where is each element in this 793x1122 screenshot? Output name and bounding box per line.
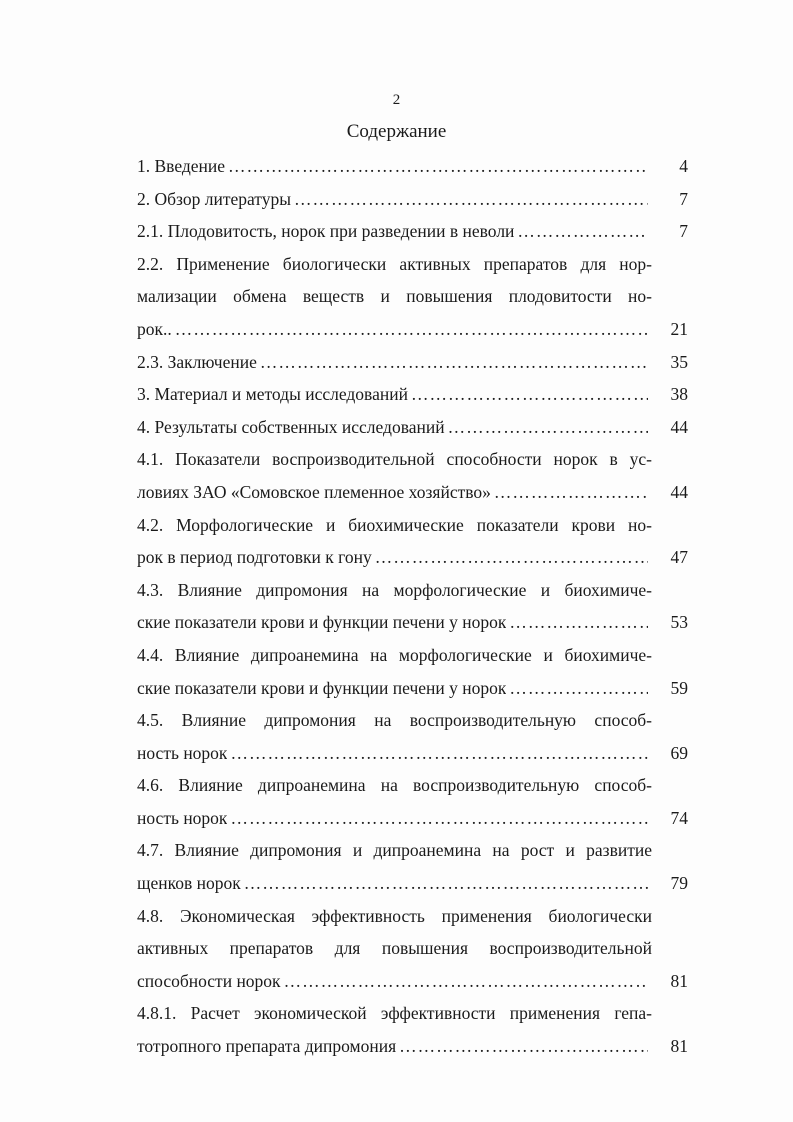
- toc-entry-text: 4.4. Влияние дипроанемина на морфологические и биохимиче-: [137, 644, 652, 665]
- toc-entry-text: 2.2. Применение биологически активных препаратов для нор-: [137, 253, 652, 274]
- toc-entry: [137, 769, 692, 802]
- toc-entry: [137, 867, 692, 900]
- toc-page-number: 35: [670, 351, 688, 372]
- toc-entry-text: 2.3. Заключение: [137, 351, 257, 372]
- toc-page-number: 74: [670, 807, 688, 828]
- toc-entry: [137, 900, 692, 933]
- toc-entry: [137, 280, 692, 313]
- toc-leader-dots: [445, 411, 648, 444]
- toc-page-number: 44: [670, 416, 688, 437]
- toc-entry: [137, 150, 692, 183]
- toc-entry: [137, 834, 692, 867]
- toc-entry-text: тотропного препарата дипромония: [137, 1036, 397, 1057]
- toc-leader-dots: [514, 215, 648, 248]
- page-number: 2: [392, 92, 401, 108]
- toc-entry-text: 4.8. Экономическая эффективность применения биологически: [137, 905, 652, 926]
- toc-leader-dots: [257, 346, 648, 379]
- toc-leader-dots: [291, 183, 648, 216]
- toc-page-number: 38: [670, 384, 688, 405]
- toc-entry-text: ловиях ЗАО «Сомовское племенное хозяйство»: [137, 481, 491, 502]
- toc-entry: [137, 476, 692, 509]
- toc-leader-dots: [491, 476, 648, 509]
- toc-entry: [137, 443, 692, 476]
- toc-leader-dots: [172, 313, 648, 346]
- toc-entry-text: 2.1. Плодовитость, норок при разведении в неволи: [137, 221, 515, 242]
- toc-entry-text: 1. Введение: [137, 156, 226, 176]
- toc-page-number: 4: [679, 156, 688, 176]
- toc-entry-text: ность норок: [137, 742, 228, 763]
- toc-leader-dots: [225, 150, 648, 183]
- toc-entry: [137, 346, 692, 379]
- toc-entry: [137, 639, 692, 672]
- toc-entry-text: активных препаратов для повышения воспроизводительной: [137, 938, 652, 959]
- toc-entry-text: способности норок: [137, 970, 281, 991]
- toc-entry: [137, 509, 692, 542]
- toc-entry-text: ность норок: [137, 807, 228, 828]
- toc-entry: [137, 965, 692, 998]
- toc-leader-dots: [396, 1030, 648, 1063]
- toc-entry: [137, 997, 692, 1030]
- toc-page-number: 69: [670, 742, 688, 763]
- toc-entry: [137, 248, 692, 281]
- toc-entry: [137, 574, 692, 607]
- toc-entry-text: 4.7. Влияние дипромония и дипроанемина на рост и развитие: [137, 840, 652, 861]
- toc-entry-text: щенков норок: [137, 873, 241, 894]
- toc-page-number: 7: [679, 188, 688, 209]
- toc-entry-text: 4.8.1. Расчет экономической эффективности применения гепа-: [137, 1003, 652, 1024]
- toc-leader-dots: [281, 965, 648, 998]
- toc-page-number: 59: [670, 677, 688, 698]
- toc-entry: [137, 541, 692, 574]
- toc-entry: [137, 802, 692, 835]
- toc-entry: [137, 215, 692, 248]
- toc-page-number: 81: [670, 1036, 688, 1057]
- toc-entry-text: ские показатели крови и функции печени у норок: [137, 677, 507, 698]
- toc-entry: [137, 704, 692, 737]
- toc-page-number: 81: [670, 970, 688, 991]
- toc-entry-text: 4.6. Влияние дипроанемина на воспроизводительную способ-: [137, 775, 652, 796]
- toc-leader-dots: [506, 672, 648, 705]
- toc-entry-text: 3. Материал и методы исследований: [137, 384, 408, 405]
- toc-page-number: 79: [670, 873, 688, 894]
- toc-leader-dots: [241, 867, 648, 900]
- toc-page-number: 44: [670, 481, 688, 502]
- toc-entry-text: 4.2. Морфологические и биохимические показатели крови но-: [137, 514, 652, 535]
- toc-entry: [137, 183, 692, 216]
- toc-entry: [137, 411, 692, 444]
- toc-entry-text: 2. Обзор литературы: [137, 188, 291, 209]
- toc-page-number: 47: [670, 547, 688, 568]
- toc-leader-dots: [506, 606, 648, 639]
- toc-entry-text: 4.3. Влияние дипромония на морфологические и биохимиче-: [137, 579, 652, 600]
- toc-entry-text: 4.1. Показатели воспроизводительной способности норок в ус-: [137, 449, 652, 470]
- toc-entry: [137, 1030, 692, 1063]
- toc-leader-dots: [227, 802, 648, 835]
- toc-leader-dots: [408, 378, 648, 411]
- toc-entry-text: 4.5. Влияние дипромония на воспроизводительную способ-: [137, 710, 652, 731]
- toc-entry: [137, 378, 692, 411]
- toc-page-number: 21: [670, 318, 688, 339]
- toc-entry-text: ские показатели крови и функции печени у норок: [137, 612, 507, 633]
- toc-entry-text: 4. Результаты собственных исследований: [137, 416, 445, 437]
- toc-entry-text: рок в период подготовки к гону: [137, 547, 372, 568]
- toc-entry: [137, 737, 692, 770]
- toc-page-number: 53: [670, 612, 688, 633]
- toc-entry: [137, 313, 692, 346]
- toc-entry: [137, 672, 692, 705]
- table-of-contents: [137, 150, 692, 1063]
- toc-entry: [137, 606, 692, 639]
- toc-entry: [137, 932, 692, 965]
- toc-page-number: 7: [679, 221, 688, 242]
- toc-title: Содержание: [346, 121, 447, 142]
- toc-leader-dots: [227, 737, 648, 770]
- toc-leader-dots: [372, 541, 648, 574]
- toc-entry-text: мализации обмена веществ и повышения плодовитости но-: [137, 286, 652, 307]
- toc-entry-text: рок..: [137, 318, 172, 339]
